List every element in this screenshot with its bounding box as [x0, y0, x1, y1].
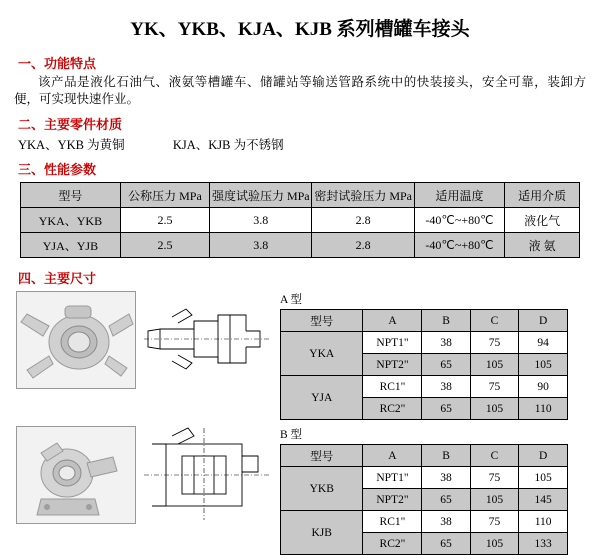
- section-heading-features: 一、功能特点: [18, 56, 97, 71]
- dim-cell: 75: [470, 511, 519, 533]
- performance-table: [20, 182, 580, 258]
- figure-row-a: [16, 291, 600, 420]
- perf-cell: YKA、YKB: [21, 208, 121, 233]
- dim-cell: 145: [519, 489, 568, 511]
- dim-header-cell: B: [422, 310, 470, 332]
- perf-cell: -40℃~+80℃: [414, 233, 504, 258]
- performance-table-header-row: [21, 183, 580, 208]
- dim-header-cell: A: [363, 310, 422, 332]
- perf-cell: 3.8: [210, 208, 312, 233]
- dim-header-cell: C: [470, 310, 519, 332]
- dim-model-cell: YJA: [281, 376, 363, 420]
- perf-cell: 液化气: [505, 208, 580, 233]
- table-row: [281, 376, 568, 398]
- dim-cell: 38: [422, 376, 470, 398]
- dim-cell: 133: [519, 533, 568, 555]
- coupling-drawing-b: [142, 426, 272, 522]
- dim-header-cell: D: [519, 445, 568, 467]
- coupling-drawing-b-graphic: [142, 426, 272, 522]
- dim-header-cell: 型号: [281, 310, 363, 332]
- dim-cell: NPT1": [363, 332, 422, 354]
- dim-cell: NPT1": [363, 467, 422, 489]
- coupling-drawing-a-graphic: [142, 291, 272, 387]
- dim-header-cell: 型号: [281, 445, 363, 467]
- features-paragraph: 该产品是液化石油气、液氨等槽罐车、储罐站等输送管路系统中的快装接头，安全可靠，装卸方便，可实现快速作业。: [14, 75, 586, 106]
- dim-header-cell: D: [519, 310, 568, 332]
- dim-cell: 105: [470, 354, 519, 376]
- perf-header-cell: 密封试验压力 MPa: [312, 183, 414, 208]
- type-label-b: B 型: [280, 429, 303, 441]
- page-title: YK、YKB、KJA、KJB 系列槽罐车接头: [130, 19, 470, 40]
- dim-cell: 105: [470, 533, 519, 555]
- dim-cell: 38: [422, 511, 470, 533]
- perf-cell: 2.5: [120, 208, 209, 233]
- table-row: [21, 208, 580, 233]
- section-heading-performance: 三、性能参数: [18, 162, 97, 177]
- dim-cell: 105: [470, 489, 519, 511]
- dim-header-cell: A: [363, 445, 422, 467]
- dim-cell: RC1": [363, 511, 422, 533]
- perf-header-cell: 适用介质: [505, 183, 580, 208]
- dim-cell: 65: [422, 489, 470, 511]
- dim-cell: 105: [470, 398, 519, 420]
- dim-header-row: [281, 310, 568, 332]
- material-left-text: YKA、YKB 为黄铜: [18, 138, 125, 152]
- dim-cell: 65: [422, 398, 470, 420]
- perf-cell: 液 氨: [505, 233, 580, 258]
- dim-cell: 110: [519, 511, 568, 533]
- dim-cell: 75: [470, 332, 519, 354]
- table-row: [281, 332, 568, 354]
- dimension-block-a: [280, 291, 600, 420]
- dim-cell: 38: [422, 467, 470, 489]
- perf-cell: 2.8: [312, 208, 414, 233]
- dim-header-cell: C: [470, 445, 519, 467]
- perf-cell: 3.8: [210, 233, 312, 258]
- coupling-photo-a: [16, 291, 136, 389]
- table-row: [281, 467, 568, 489]
- dim-model-cell: KJB: [281, 511, 363, 555]
- table-row: [281, 511, 568, 533]
- dim-cell: 75: [470, 467, 519, 489]
- dim-model-cell: YKA: [281, 332, 363, 376]
- perf-cell: 2.8: [312, 233, 414, 258]
- table-row: [21, 233, 580, 258]
- dim-cell: 65: [422, 533, 470, 555]
- dim-model-cell: YKB: [281, 467, 363, 511]
- coupling-photo-b: [16, 426, 136, 524]
- section-heading-sizes: 四、主要尺寸: [18, 271, 97, 286]
- dimension-table-b: [280, 444, 568, 555]
- coupling-photo-b-graphic: [17, 427, 135, 523]
- dim-cell: 110: [519, 398, 568, 420]
- coupling-drawing-a: [142, 291, 272, 387]
- dim-cell: 65: [422, 354, 470, 376]
- dim-header-row: [281, 445, 568, 467]
- dimension-table-a: [280, 309, 568, 420]
- dim-cell: 75: [470, 376, 519, 398]
- dim-cell: NPT2": [363, 489, 422, 511]
- perf-cell: 2.5: [120, 233, 209, 258]
- dim-cell: RC1": [363, 376, 422, 398]
- dim-header-cell: B: [422, 445, 470, 467]
- dim-cell: 38: [422, 332, 470, 354]
- dim-cell: RC2": [363, 533, 422, 555]
- coupling-photo-a-graphic: [17, 292, 135, 388]
- perf-cell: -40℃~+80℃: [414, 208, 504, 233]
- dim-cell: RC2": [363, 398, 422, 420]
- dim-cell: NPT2": [363, 354, 422, 376]
- perf-header-cell: 公称压力 MPa: [120, 183, 209, 208]
- dimension-block-b: [280, 426, 600, 555]
- section-heading-material: 二、主要零件材质: [18, 117, 123, 132]
- dim-cell: 94: [519, 332, 568, 354]
- dim-cell: 105: [519, 467, 568, 489]
- dim-cell: 105: [519, 354, 568, 376]
- material-right-text: KJA、KJB 为不锈钢: [172, 138, 284, 152]
- material-line: [18, 135, 600, 153]
- perf-header-cell: 适用温度: [414, 183, 504, 208]
- perf-header-cell: 强度试验压力 MPa: [210, 183, 312, 208]
- perf-cell: YJA、YJB: [21, 233, 121, 258]
- perf-header-cell: 型号: [21, 183, 121, 208]
- figure-row-b: [16, 426, 600, 555]
- dim-cell: 90: [519, 376, 568, 398]
- type-label-a: A 型: [280, 294, 303, 306]
